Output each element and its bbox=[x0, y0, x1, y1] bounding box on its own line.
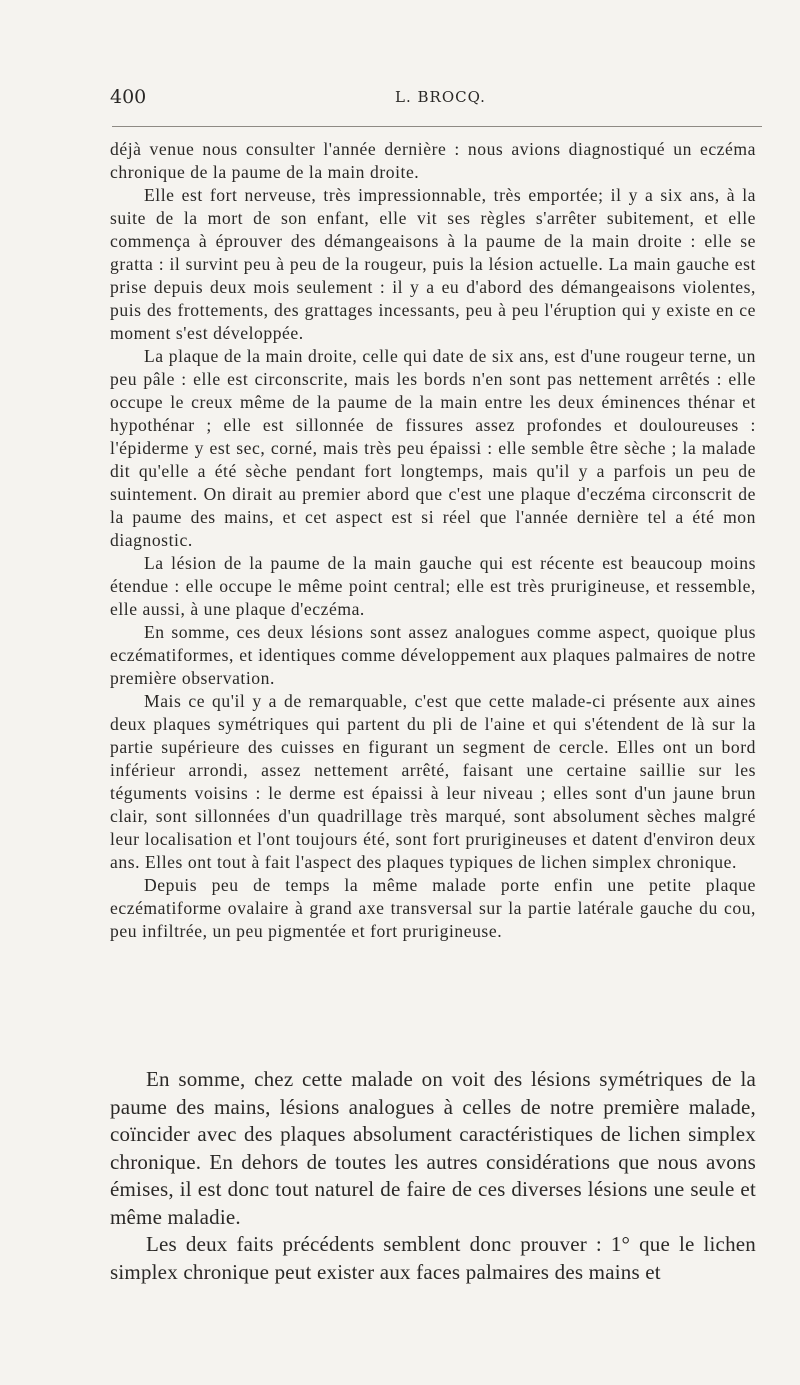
discussion-text bbox=[110, 1066, 756, 1286]
paragraph: La lésion de la paume de la main gauche qui est récente est beaucoup moins étendue : elle occupe le même point central; elle est très prurigineuse, et ressemble, elle aussi, à une plaque d'eczéma. bbox=[110, 553, 756, 619]
header-rule bbox=[112, 126, 762, 127]
paragraph: La plaque de la main droite, celle qui date de six ans, est d'une rougeur terne, un peu pâle : elle est circonscrite, mais les bords n'en sont pas nettement arrêtés : elle occupe le creux même de la paume de la main entre les deux éminences thénar et hypothénar ; elle est sillonnée de fissures assez profondes et douloureuses : l'épiderme y est sec, corné, mais très peu épaissi : elle semble être sèche ; la malade dit qu'elle a été sèche pendant fort longtemps, mais qu'il y a parfois un peu de suintement. On dirait au premier abord que c'est une plaque d'eczéma circonscrit de la paume des mains, et cet aspect est si réel que l'année dernière tel a été mon diagnostic. bbox=[110, 346, 756, 550]
running-head-author: L. BROCQ. bbox=[395, 88, 486, 106]
paragraph: En somme, ces deux lésions sont assez analogues comme aspect, quoique plus eczématiformes, et identiques comme développement aux plaques palmaires de notre première observation. bbox=[110, 622, 756, 688]
paragraph: Mais ce qu'il y a de remarquable, c'est que cette malade-ci présente aux aines deux plaques symétriques qui partent du pli de l'aine et qui s'étendent de là sur la partie supérieure des cuisses en figurant un segment de cercle. Elles ont un bord inférieur arrondi, assez nettement arrêté, faisant une certaine saillie sur les téguments voisins : le derme est épaissi à leur niveau ; elles sont d'un jaune brun clair, sont sillonnées d'un quadrillage très marqué, sont absolument sèches malgré leur localisation et l'ont toujours été, sont fort prurigineuses et datent d'environ deux ans. Elles ont tout à fait l'aspect des plaques typiques de lichen simplex chronique. bbox=[110, 691, 756, 872]
page-number: 400 bbox=[110, 86, 147, 108]
paragraph: En somme, chez cette malade on voit des lésions symétriques de la paume des mains, lésions analogues à celles de notre première malade, coïncider avec des plaques absolument caractéristiques de lichen simplex chronique. En dehors de toutes les autres considérations que nous avons émises, il est donc tout naturel de faire de ces diverses lésions une seule et même maladie. bbox=[110, 1067, 756, 1229]
paragraph: Les deux faits précédents semblent donc prouver : 1° que le lichen simplex chronique peut exister aux faces palmaires des mains et bbox=[110, 1232, 756, 1284]
page-header bbox=[110, 86, 760, 116]
paragraph: Depuis peu de temps la même malade porte enfin une petite plaque eczématiforme ovalaire à grand axe transversal sur la partie latérale gauche du cou, peu infiltrée, un peu pigmentée et fort prurigineuse. bbox=[110, 875, 756, 941]
paragraph: Elle est fort nerveuse, très impressionnable, très emportée; il y a six ans, à la suite de la mort de son enfant, elle vit ses règles s'arrêter subitement, et elle commença à éprouver des démangeaisons à la paume de la main droite : elle se gratta : il survint peu à peu de la rougeur, puis la lésion actuelle. La main gauche est prise depuis deux mois seulement : il y a eu d'abord des démangeaisons violentes, puis des frottements, des grattages incessants, peu à peu l'éruption qui y existe en ce moment s'est développée. bbox=[110, 185, 756, 343]
paragraph: déjà venue nous consulter l'année dernière : nous avions diagnostiqué un eczéma chronique de la paume de la main droite. bbox=[110, 139, 756, 182]
case-observation-text bbox=[110, 138, 756, 943]
